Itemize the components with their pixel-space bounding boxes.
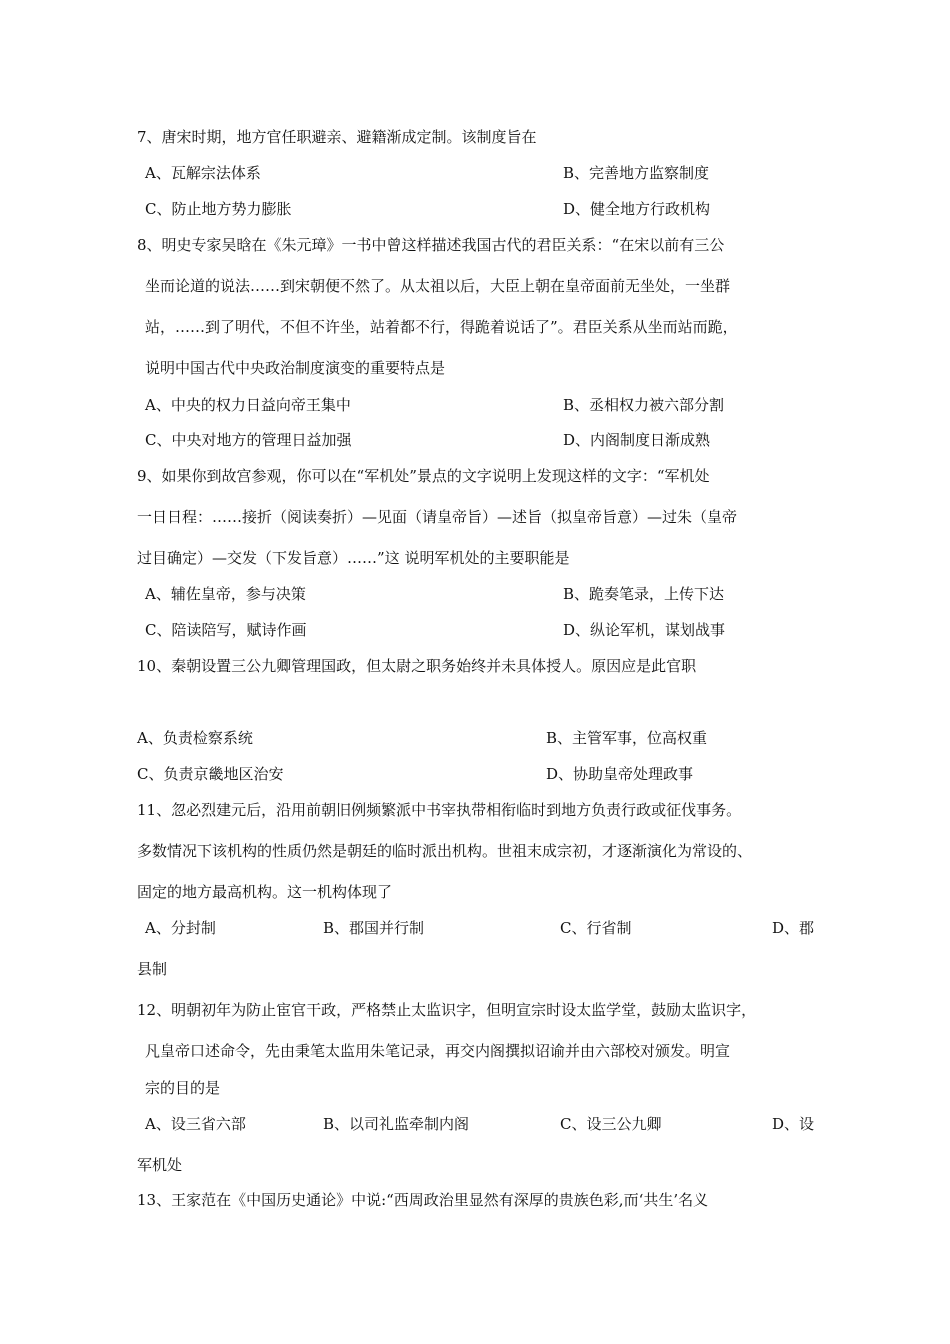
q10-option-c: C、负责京畿地区治安 bbox=[137, 765, 284, 783]
q8-stem-line-1: 8、明史专家吴晗在《朱元璋》一书中曾这样描述我国古代的君臣关系：“在宋以前有三公 bbox=[137, 236, 725, 254]
q12-option-b: B、以司礼监牵制内阁 bbox=[323, 1115, 470, 1133]
q11-option-a: A、分封制 bbox=[145, 919, 216, 937]
q7-stem: 7、唐宋时期，地方官任职避亲、避籍渐成定制。该制度旨在 bbox=[137, 128, 537, 146]
q12-stem-line-1: 12、明朝初年为防止宦官干政，严格禁止太监识字，但明宣宗时设太监学堂，鼓励太监识字， bbox=[137, 1001, 757, 1019]
q11-stem-line-1: 11、忽必烈建元后，沿用前朝旧例频繁派中书宰执带相衔临时到地方负责行政或征伐事务。 bbox=[137, 801, 742, 819]
q7-option-c: C、防止地方势力膨胀 bbox=[145, 200, 292, 218]
q8-stem-line-3: 站，……到了明代，不但不许坐，站着都不行，得跪着说话了”。君臣关系从坐而站而跪， bbox=[145, 318, 738, 336]
q12-option-d: D、设 bbox=[772, 1115, 815, 1133]
q10-option-d: D、协助皇帝处理政事 bbox=[546, 765, 694, 783]
q11-option-d: D、郡 bbox=[772, 919, 815, 937]
q12-option-d-continued: 军机处 bbox=[137, 1156, 183, 1174]
q11-option-d-continued: 县制 bbox=[137, 960, 168, 978]
q11-stem-line-3: 固定的地方最高机构。这一机构体现了 bbox=[137, 883, 393, 901]
q12-stem-line-2: 凡皇帝口述命令，先由秉笔太监用朱笔记录，再交内阁撰拟诏谕并由六部校对颁发。明宣 bbox=[145, 1042, 731, 1060]
q9-option-c: C、陪读陪写，赋诗作画 bbox=[145, 621, 307, 639]
q10-option-a: A、负责检察系统 bbox=[137, 729, 253, 747]
q8-stem-line-2: 坐而论道的说法……到宋朝便不然了。从太祖以后，大臣上朝在皇帝面前无坐处，一坐群 bbox=[145, 277, 731, 295]
q8-option-c: C、中央对地方的管理日益加强 bbox=[145, 431, 352, 449]
q9-option-a: A、辅佐皇帝，参与决策 bbox=[145, 585, 306, 603]
q9-stem-line-1: 9、如果你到故宫参观，你可以在“军机处”景点的文字说明上发现这样的文字：“军机处 bbox=[137, 467, 710, 485]
q10-option-b: B、主管军事，位高权重 bbox=[546, 729, 708, 747]
q9-option-d: D、纵论军机，谋划战事 bbox=[563, 621, 726, 639]
q12-option-a: A、设三省六部 bbox=[145, 1115, 246, 1133]
q8-option-d: D、内阁制度日渐成熟 bbox=[563, 431, 711, 449]
q9-stem-line-2: 一日日程：……接折（阅读奏折）—见面（请皇帝旨）—述旨（拟皇帝旨意）—过朱（皇帝 bbox=[137, 508, 738, 526]
q8-option-a: A、中央的权力日益向帝王集中 bbox=[145, 396, 351, 414]
q12-option-c: C、设三公九卿 bbox=[560, 1115, 662, 1133]
q11-stem-line-2: 多数情况下该机构的性质仍然是朝廷的临时派出机构。世祖末成宗初，才逐渐演化为常设的、 bbox=[137, 842, 753, 860]
q8-option-b: B、丞相权力被六部分割 bbox=[563, 396, 725, 414]
q13-stem-line-1: 13、王家范在《中国历史通论》中说:“西周政治里显然有深厚的贵族色彩,而‘共生’名义 bbox=[137, 1191, 709, 1209]
q7-option-d: D、健全地方行政机构 bbox=[563, 200, 711, 218]
q10-stem: 10、秦朝设置三公九卿管理国政，但太尉之职务始终并未具体授人。原因应是此官职 bbox=[137, 657, 697, 675]
q8-stem-line-4: 说明中国古代中央政治制度演变的重要特点是 bbox=[145, 359, 446, 377]
q7-option-b: B、完善地方监察制度 bbox=[563, 164, 710, 182]
q11-option-b: B、郡国并行制 bbox=[323, 919, 425, 937]
q9-option-b: B、跪奏笔录，上传下达 bbox=[563, 585, 725, 603]
q11-option-c: C、行省制 bbox=[560, 919, 632, 937]
q9-stem-line-3: 过目确定）—交发（下发旨意）……”这 说明军机处的主要职能是 bbox=[137, 549, 570, 567]
q7-option-a: A、瓦解宗法体系 bbox=[145, 164, 261, 182]
q12-stem-line-3: 宗的目的是 bbox=[145, 1079, 221, 1097]
